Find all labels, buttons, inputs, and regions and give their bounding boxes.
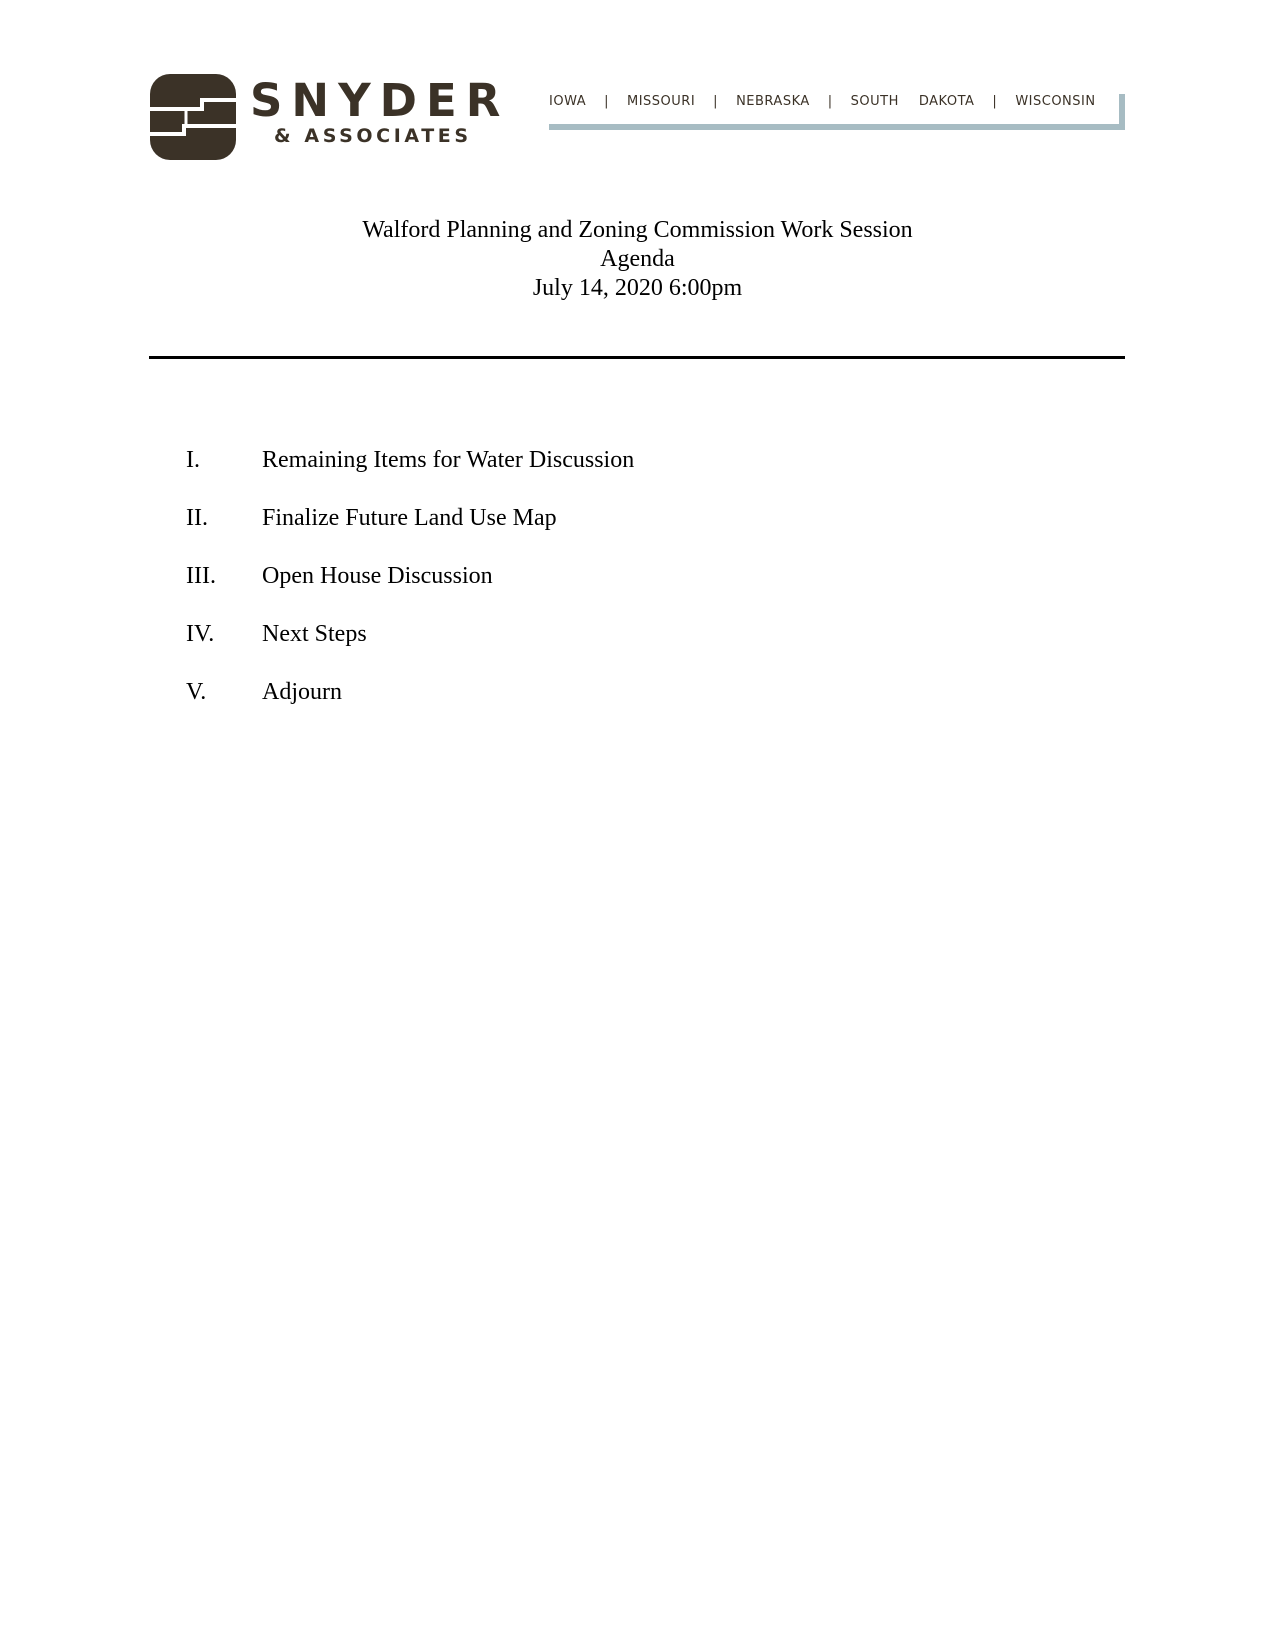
agenda-item-text: Adjourn <box>262 679 342 705</box>
document-subtitle: Agenda <box>600 246 675 272</box>
state-missouri: MISSOURI <box>627 94 696 109</box>
state-iowa: IOWA <box>549 94 587 109</box>
agenda-item-text: Next Steps <box>262 621 367 647</box>
agenda-item-text: Finalize Future Land Use Map <box>262 505 557 531</box>
agenda-item-number: IV. <box>186 621 215 647</box>
agenda-item <box>186 504 634 562</box>
document-title: Walford Planning and Zoning Commission Work Session <box>362 217 913 243</box>
brand-subtitle: & ASSOCIATES <box>274 125 472 147</box>
agenda-item-text: Open House Discussion <box>262 563 493 589</box>
separator: | <box>713 94 719 109</box>
separator: | <box>992 94 998 109</box>
state-wisconsin: WISCONSIN <box>1015 94 1096 109</box>
agenda-item-number: II. <box>186 505 208 531</box>
state-south: SOUTH <box>850 94 899 109</box>
agenda-item <box>186 446 634 504</box>
separator: | <box>827 94 833 109</box>
states-bar <box>549 94 1125 130</box>
state-dakota: DAKOTA <box>918 94 975 109</box>
snyder-logo-icon <box>150 74 236 160</box>
brand-name: SNYDER <box>250 74 510 127</box>
meeting-datetime: July 14, 2020 6:00pm <box>532 275 743 301</box>
state-nebraska: NEBRASKA <box>736 94 810 109</box>
states-list <box>549 94 1096 109</box>
letterhead <box>0 0 1275 180</box>
agenda-item-number: I. <box>186 447 200 473</box>
agenda-item-number: V. <box>186 679 207 705</box>
agenda-item <box>186 562 634 620</box>
agenda-list <box>186 446 634 736</box>
agenda-item <box>186 678 634 736</box>
agenda-item-number: III. <box>186 563 216 589</box>
agenda-item <box>186 620 634 678</box>
separator: | <box>604 94 609 109</box>
horizontal-rule <box>149 356 1125 359</box>
document-heading <box>0 216 1275 303</box>
agenda-item-text: Remaining Items for Water Discussion <box>262 447 635 473</box>
